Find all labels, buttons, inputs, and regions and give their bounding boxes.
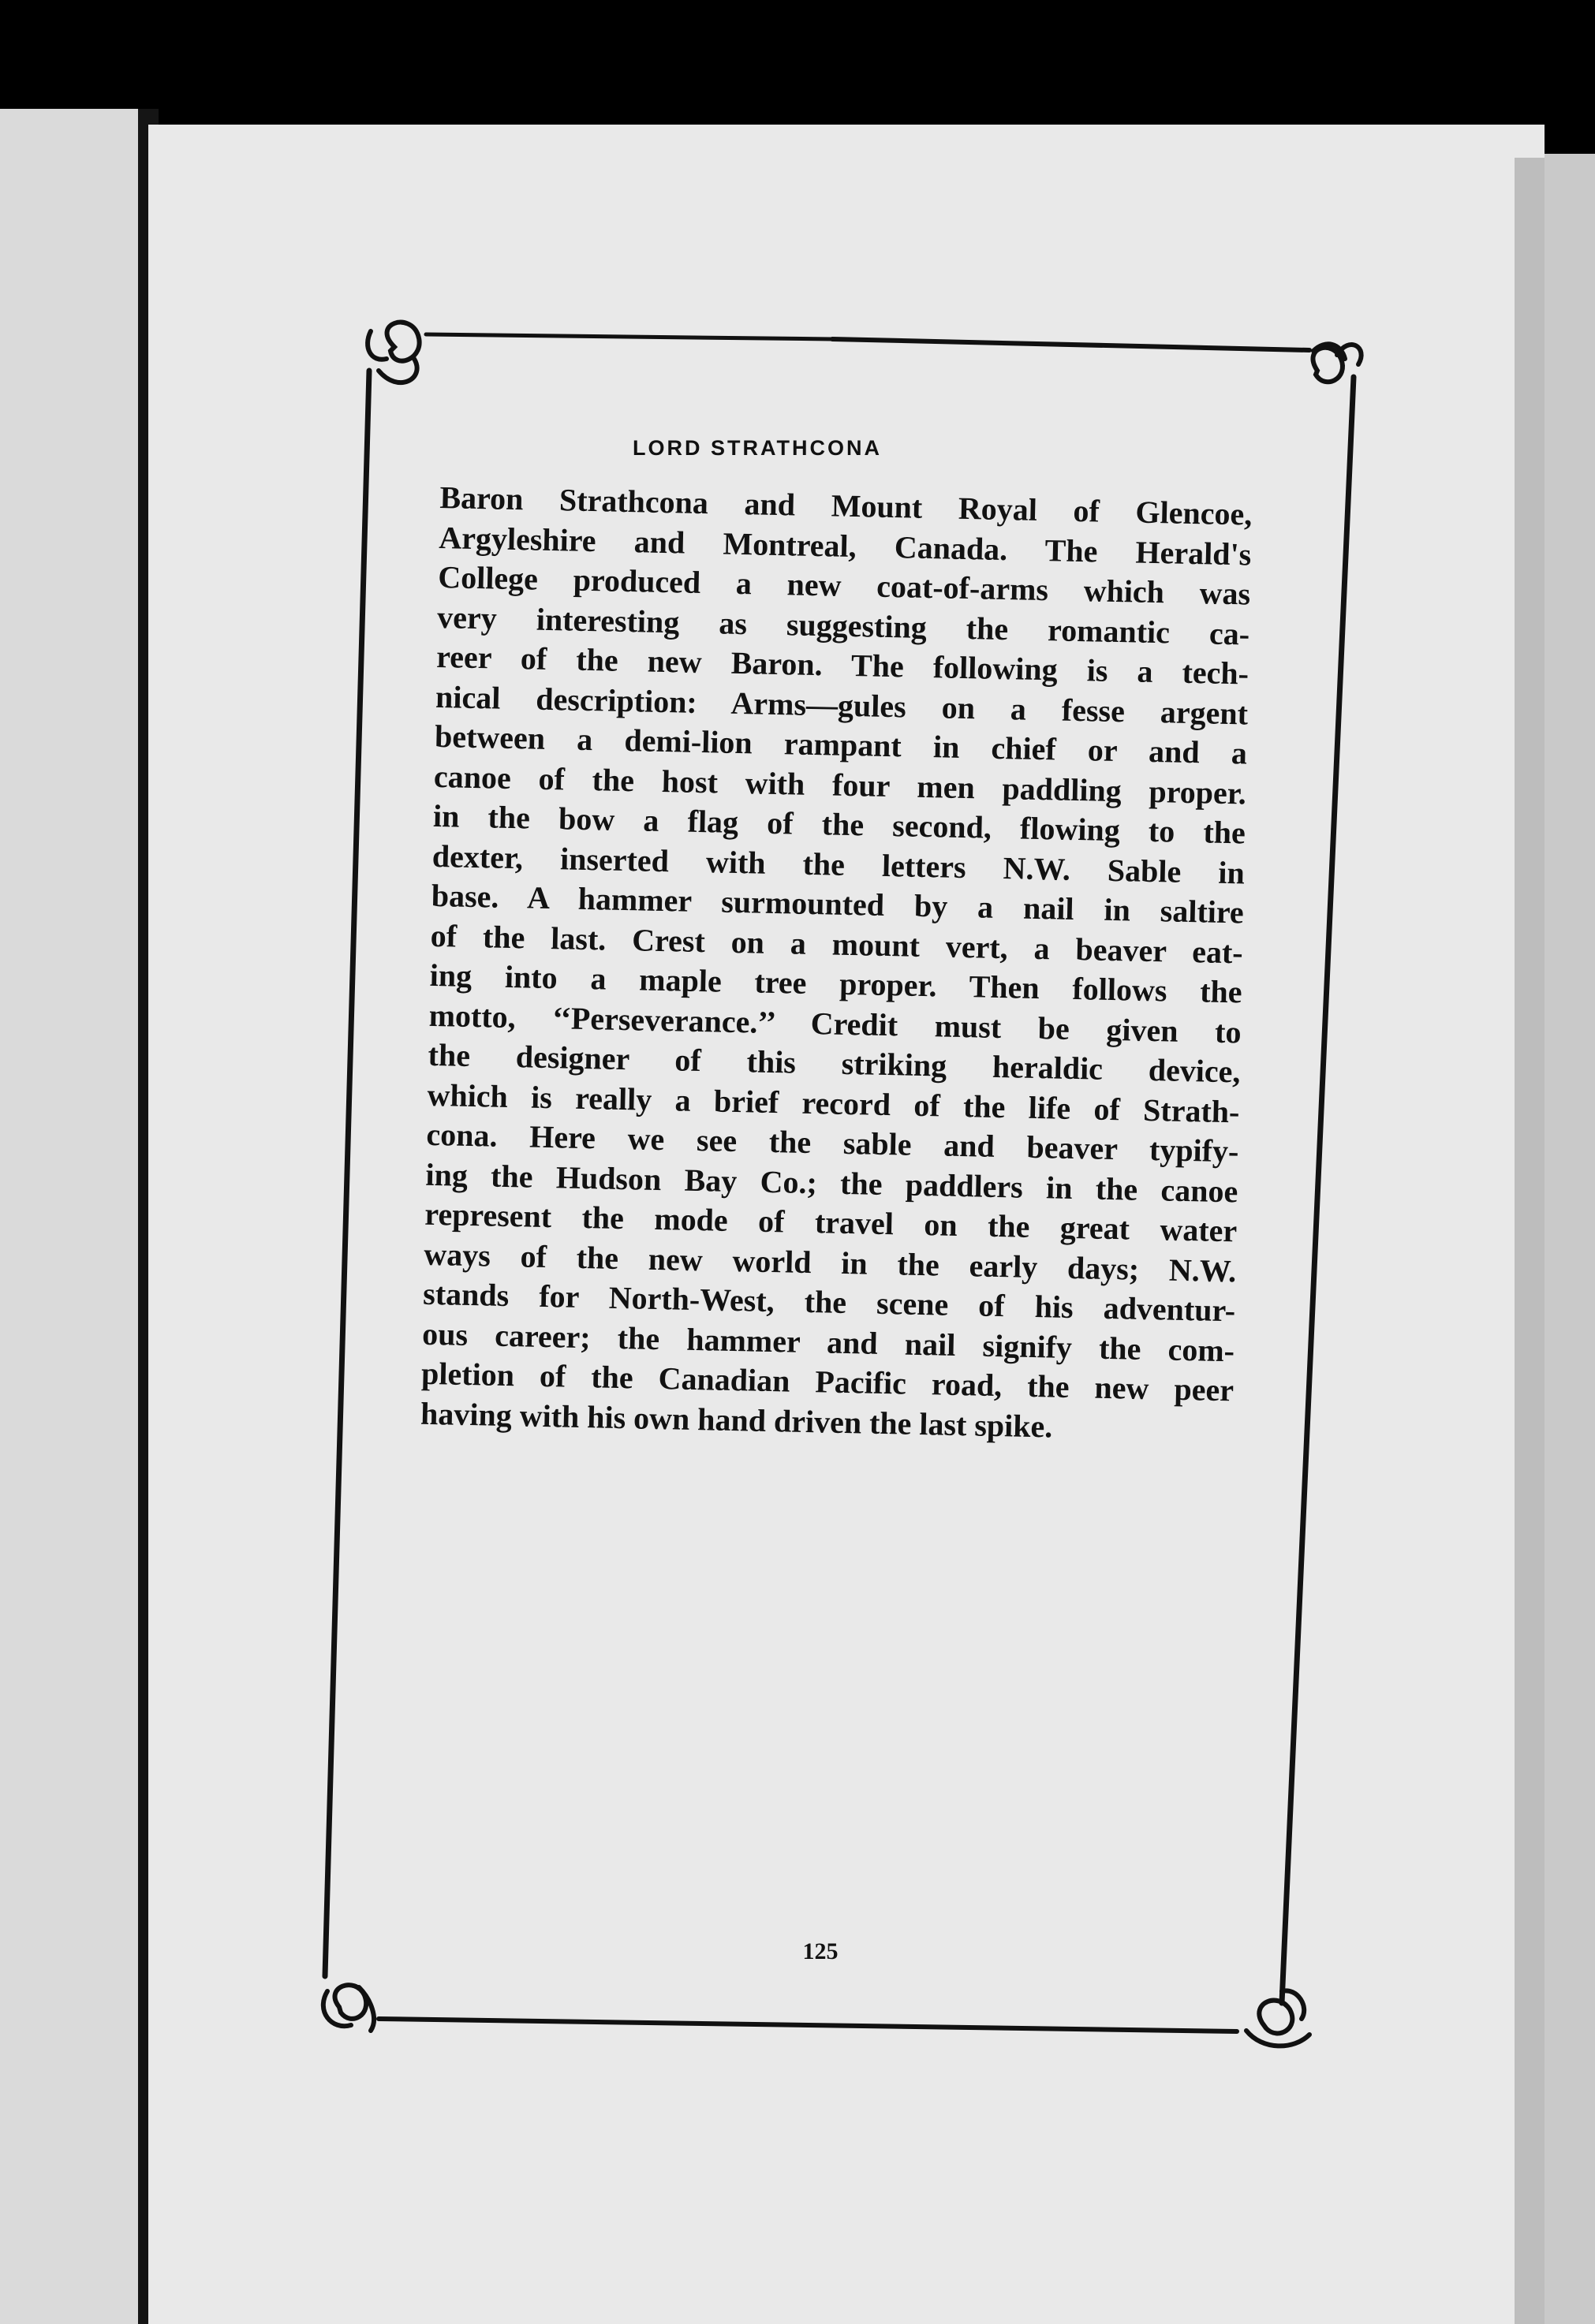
text-line: very interesting as suggesting the romantic ca-	[436, 599, 1250, 652]
text-line: in the bow a flag of the second, flowing to the	[432, 797, 1246, 851]
text-line: of the last. Crest on a mount vert, a beaver eat-	[430, 917, 1244, 970]
text-line: ways of the new world in the early days; N.W.	[423, 1236, 1237, 1289]
body-text	[420, 478, 1253, 1450]
facing-page-edge	[0, 109, 138, 2324]
running-head: LORD STRATHCONA	[633, 436, 882, 460]
text-line: College produced a new coat-of-arms which was	[437, 558, 1251, 612]
text-line: motto, ‘‘Perseverance.’’ Credit must be given to	[428, 997, 1242, 1050]
text-line: which is really a brief record of the life of Strath-	[427, 1076, 1240, 1129]
page-edge-shadow	[1515, 158, 1545, 2324]
text-line: reer of the new Baron. The following is a tech-	[435, 638, 1249, 692]
text-line: between a demi-lion rampant in chief or and a	[434, 718, 1248, 771]
page-stack-edge	[1545, 154, 1595, 2324]
text-line: base. A hammer surmounted by a nail in saltire	[431, 877, 1245, 931]
text-line: ing into a maple tree proper. Then follows the	[429, 957, 1243, 1010]
text-line: Argyleshire and Montreal, Canada. The Herald's	[438, 519, 1252, 573]
text-line: dexter, inserted with the letters N.W. Sable in	[431, 837, 1246, 890]
text-line: Baron Strathcona and Mount Royal of Glencoe,	[439, 479, 1253, 532]
text-line: cona. Here we see the sable and beaver typify-	[426, 1116, 1239, 1169]
text-line: stands for North-West, the scene of his adventur-	[422, 1275, 1236, 1329]
text-line: nical description: Arms—gules on a fesse argent	[435, 678, 1249, 732]
page-number: 125	[802, 1938, 839, 1964]
text-line: canoe of the host with four men paddling proper.	[433, 758, 1247, 811]
text-line: pletion of the Canadian Pacific road, the new peer	[420, 1355, 1235, 1408]
text-line: the designer of this striking heraldic device,	[428, 1036, 1241, 1090]
text-line: ing the Hudson Bay Co.; the paddlers in the canoe	[425, 1156, 1238, 1209]
text-line: represent the mode of travel on the great water	[424, 1196, 1238, 1249]
text-line: ous career; the hammer and nail signify the com-	[421, 1315, 1235, 1368]
text-line: having with his own hand driven the last spike.	[420, 1395, 1053, 1445]
